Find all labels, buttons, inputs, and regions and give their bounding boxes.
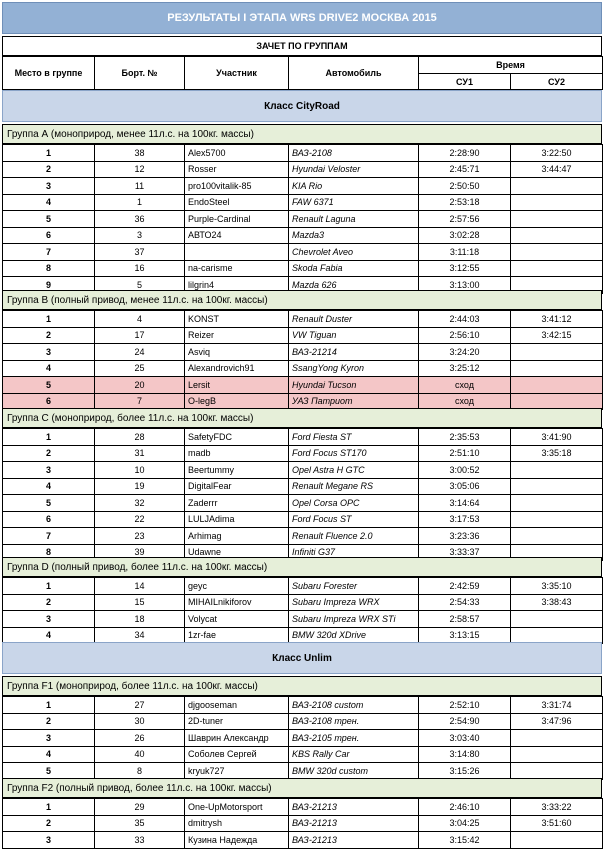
participant-cell: Соболев Сергей	[185, 746, 289, 763]
car-cell: Subaru Impreza WRX STi	[289, 611, 419, 628]
car-cell: BMW 320d custom	[289, 763, 419, 780]
car-cell: Infiniti G37	[289, 544, 419, 561]
car-cell: Hyundai Tucson	[289, 377, 419, 394]
car-cell: Renault Fluence 2.0	[289, 528, 419, 545]
number-cell: 33	[95, 832, 185, 849]
number-cell: 16	[95, 260, 185, 277]
car-cell: Ford Fiesta ST	[289, 429, 419, 446]
result-row	[3, 194, 603, 211]
car-cell: FAW 6371	[289, 194, 419, 211]
number-cell: 1	[95, 194, 185, 211]
car-cell: Skoda Fabia	[289, 260, 419, 277]
number-cell: 20	[95, 377, 185, 394]
group-a-title: Группа А (моноприрод, менее 11л.с. на 100кг. массы)	[2, 124, 602, 144]
su1-cell: 3:23:36	[419, 528, 511, 545]
participant-cell: geyc	[185, 578, 289, 595]
su1-cell: 2:56:10	[419, 327, 511, 344]
car-cell: Opel Astra H GTC	[289, 462, 419, 479]
group-b-title: Группа B (полный привод, менее 11л.с. на 100кг. массы)	[2, 290, 602, 310]
participant-cell: dmitrysh	[185, 815, 289, 832]
car-cell: Mazda 626	[289, 277, 419, 294]
su2-cell	[511, 178, 603, 195]
place-cell: 6	[3, 227, 95, 244]
page-title: РЕЗУЛЬТАТЫ I ЭТАПА WRS DRIVE2 МОСКВА 2015	[2, 2, 602, 34]
car-cell: УАЗ Патриот	[289, 393, 419, 410]
su1-cell: 3:14:64	[419, 495, 511, 512]
place-cell: 8	[3, 260, 95, 277]
su1-cell: 2:52:10	[419, 697, 511, 714]
su1-cell: 3:11:18	[419, 244, 511, 261]
number-cell: 14	[95, 578, 185, 595]
su2-cell	[511, 832, 603, 849]
result-row	[3, 713, 603, 730]
car-cell: ВАЗ-2108	[289, 145, 419, 162]
participant-cell: MIHAILnikiforov	[185, 594, 289, 611]
place-cell: 1	[3, 578, 95, 595]
result-row	[3, 763, 603, 780]
su1-cell: 3:15:26	[419, 763, 511, 780]
su2-cell	[511, 244, 603, 261]
car-cell: Mazda3	[289, 227, 419, 244]
result-row	[3, 445, 603, 462]
su2-cell: 3:35:18	[511, 445, 603, 462]
car-cell: BMW 320d XDrive	[289, 627, 419, 644]
su1-cell: 3:00:52	[419, 462, 511, 479]
number-cell: 35	[95, 815, 185, 832]
participant-cell: Beertummy	[185, 462, 289, 479]
su2-cell: 3:38:43	[511, 594, 603, 611]
place-cell: 3	[3, 178, 95, 195]
number-cell: 31	[95, 445, 185, 462]
column-header	[2, 56, 603, 90]
number-cell: 25	[95, 360, 185, 377]
number-cell: 36	[95, 211, 185, 228]
su1-cell: сход	[419, 393, 511, 410]
su2-cell: 3:42:15	[511, 327, 603, 344]
header-number: Борт. №	[95, 57, 185, 90]
participant-cell: Lersit	[185, 377, 289, 394]
car-cell: Subaru Impreza WRX	[289, 594, 419, 611]
participant-cell: Asviq	[185, 344, 289, 361]
su2-cell: 3:41:12	[511, 311, 603, 328]
place-cell: 4	[3, 746, 95, 763]
place-cell: 3	[3, 832, 95, 849]
su2-cell	[511, 377, 603, 394]
place-cell: 7	[3, 244, 95, 261]
su2-cell	[511, 360, 603, 377]
number-cell: 17	[95, 327, 185, 344]
number-cell: 10	[95, 462, 185, 479]
place-cell: 2	[3, 327, 95, 344]
su2-cell	[511, 746, 603, 763]
car-cell: Renault Laguna	[289, 211, 419, 228]
su1-cell: 3:14:80	[419, 746, 511, 763]
participant-cell: Purple-Cardinal	[185, 211, 289, 228]
participant-cell: Alexandrovich91	[185, 360, 289, 377]
su2-cell: 3:33:22	[511, 799, 603, 816]
su1-cell: 3:33:37	[419, 544, 511, 561]
result-row	[3, 478, 603, 495]
result-row	[3, 311, 603, 328]
su1-cell: 2:53:18	[419, 194, 511, 211]
car-cell: Ford Focus ST	[289, 511, 419, 528]
number-cell: 8	[95, 763, 185, 780]
su1-cell: 2:44:03	[419, 311, 511, 328]
place-cell: 4	[3, 360, 95, 377]
participant-cell: Rosser	[185, 161, 289, 178]
result-row	[3, 611, 603, 628]
car-cell: KBS Rally Car	[289, 746, 419, 763]
car-cell: Chevrolet Aveo	[289, 244, 419, 261]
car-cell: ВАЗ-21213	[289, 832, 419, 849]
su2-cell: 3:35:10	[511, 578, 603, 595]
su2-cell	[511, 194, 603, 211]
place-cell: 2	[3, 445, 95, 462]
result-row	[3, 244, 603, 261]
su1-cell: 2:35:53	[419, 429, 511, 446]
su2-cell: 3:31:74	[511, 697, 603, 714]
result-row	[3, 511, 603, 528]
number-cell: 39	[95, 544, 185, 561]
result-row	[3, 145, 603, 162]
place-cell: 4	[3, 194, 95, 211]
place-cell: 3	[3, 344, 95, 361]
su1-cell: 3:13:00	[419, 277, 511, 294]
group-f1-title: Группа F1 (моноприрод, более 11л.с. на 100кг. массы)	[2, 676, 602, 696]
car-cell: ВАЗ-2108 custom	[289, 697, 419, 714]
result-row	[3, 377, 603, 394]
place-cell: 6	[3, 393, 95, 410]
result-row	[3, 578, 603, 595]
place-cell: 2	[3, 815, 95, 832]
place-cell: 5	[3, 763, 95, 780]
su1-cell: 2:42:59	[419, 578, 511, 595]
result-row	[3, 746, 603, 763]
participant-cell: Шаврин Александр	[185, 730, 289, 747]
group-c-title: Группа C (моноприрод, более 11л.с. на 100кг. массы)	[2, 408, 602, 428]
result-row	[3, 344, 603, 361]
result-row	[3, 211, 603, 228]
place-cell: 1	[3, 799, 95, 816]
place-cell: 1	[3, 145, 95, 162]
group-f1-table	[2, 696, 603, 780]
su2-cell	[511, 211, 603, 228]
place-cell: 1	[3, 311, 95, 328]
place-cell: 1	[3, 429, 95, 446]
participant-cell: LULJAdima	[185, 511, 289, 528]
participant-cell: One-UpMotorsport	[185, 799, 289, 816]
place-cell: 9	[3, 277, 95, 294]
participant-cell: SafetyFDC	[185, 429, 289, 446]
number-cell: 4	[95, 311, 185, 328]
participant-cell	[185, 244, 289, 261]
participant-cell: Volycat	[185, 611, 289, 628]
car-cell: KIA Rio	[289, 178, 419, 195]
header-time: Время	[419, 57, 603, 74]
place-cell: 8	[3, 544, 95, 561]
participant-cell: kryuk727	[185, 763, 289, 780]
su1-cell: 3:05:06	[419, 478, 511, 495]
number-cell: 29	[95, 799, 185, 816]
number-cell: 18	[95, 611, 185, 628]
place-cell: 7	[3, 528, 95, 545]
header-participant: Участник	[185, 57, 289, 90]
su1-cell: 2:46:10	[419, 799, 511, 816]
group-d-title: Группа D (полный привод, более 11л.с. на 100кг. массы)	[2, 557, 602, 577]
car-cell: ВАЗ-2105 трен.	[289, 730, 419, 747]
place-cell: 5	[3, 211, 95, 228]
place-cell: 3	[3, 462, 95, 479]
place-cell: 2	[3, 594, 95, 611]
su1-cell: 2:58:57	[419, 611, 511, 628]
car-cell: Subaru Forester	[289, 578, 419, 595]
su1-cell: 3:25:12	[419, 360, 511, 377]
su1-cell: 3:13:15	[419, 627, 511, 644]
su2-cell	[511, 763, 603, 780]
car-cell: ВАЗ-21214	[289, 344, 419, 361]
car-cell: Renault Duster	[289, 311, 419, 328]
su2-cell: 3:22:50	[511, 145, 603, 162]
participant-cell: djgooseman	[185, 697, 289, 714]
car-cell: SsangYong Kyron	[289, 360, 419, 377]
su2-cell	[511, 462, 603, 479]
place-cell: 1	[3, 697, 95, 714]
participant-cell: 2D-tuner	[185, 713, 289, 730]
page-subtitle: ЗАЧЕТ ПО ГРУППАМ	[2, 36, 602, 56]
header-place: Место в группе	[3, 57, 95, 90]
place-cell: 2	[3, 161, 95, 178]
su1-cell: 2:50:50	[419, 178, 511, 195]
participant-cell: DigitalFear	[185, 478, 289, 495]
participant-cell: Arhimag	[185, 528, 289, 545]
su1-cell: 3:03:40	[419, 730, 511, 747]
number-cell: 40	[95, 746, 185, 763]
su1-cell: сход	[419, 377, 511, 394]
su2-cell	[511, 511, 603, 528]
su2-cell	[511, 495, 603, 512]
su2-cell	[511, 528, 603, 545]
place-cell: 6	[3, 511, 95, 528]
participant-cell: EndoSteel	[185, 194, 289, 211]
su2-cell	[511, 478, 603, 495]
su1-cell: 2:54:33	[419, 594, 511, 611]
number-cell: 23	[95, 528, 185, 545]
place-cell: 4	[3, 478, 95, 495]
participant-cell: madb	[185, 445, 289, 462]
group-d-table	[2, 577, 603, 644]
number-cell: 3	[95, 227, 185, 244]
car-cell: ВАЗ-2108 трен.	[289, 713, 419, 730]
participant-cell: 1zr-fae	[185, 627, 289, 644]
su2-cell: 3:51:60	[511, 815, 603, 832]
number-cell: 32	[95, 495, 185, 512]
su2-cell	[511, 260, 603, 277]
number-cell: 12	[95, 161, 185, 178]
su2-cell	[511, 611, 603, 628]
number-cell: 11	[95, 178, 185, 195]
result-row	[3, 327, 603, 344]
group-a-table	[2, 144, 603, 294]
group-f2-title: Группа F2 (полный привод, более 11л.с. на 100кг. массы)	[2, 778, 602, 798]
participant-cell: Udawne	[185, 544, 289, 561]
su2-cell	[511, 227, 603, 244]
su1-cell: 2:45:71	[419, 161, 511, 178]
place-cell: 2	[3, 713, 95, 730]
participant-cell: Alex5700	[185, 145, 289, 162]
place-cell: 3	[3, 730, 95, 747]
header-su2: СУ2	[511, 74, 603, 90]
number-cell: 22	[95, 511, 185, 528]
result-row	[3, 528, 603, 545]
result-row	[3, 260, 603, 277]
group-c-table	[2, 428, 603, 561]
place-cell: 5	[3, 495, 95, 512]
su1-cell: 3:24:20	[419, 344, 511, 361]
number-cell: 34	[95, 627, 185, 644]
number-cell: 38	[95, 145, 185, 162]
su2-cell: 3:41:90	[511, 429, 603, 446]
place-cell: 3	[3, 611, 95, 628]
su1-cell: 2:28:90	[419, 145, 511, 162]
participant-cell: lilgrin4	[185, 277, 289, 294]
result-row	[3, 697, 603, 714]
car-cell: ВАЗ-21213	[289, 799, 419, 816]
su1-cell: 3:04:25	[419, 815, 511, 832]
participant-cell: Zaderrr	[185, 495, 289, 512]
su1-cell: 2:51:10	[419, 445, 511, 462]
participant-cell: KONST	[185, 311, 289, 328]
participant-cell: pro100vitalik-85	[185, 178, 289, 195]
number-cell: 27	[95, 697, 185, 714]
result-row	[3, 178, 603, 195]
car-cell: Ford Focus ST170	[289, 445, 419, 462]
result-row	[3, 360, 603, 377]
su1-cell: 2:57:56	[419, 211, 511, 228]
result-row	[3, 227, 603, 244]
participant-cell: na-carisme	[185, 260, 289, 277]
group-b-table	[2, 310, 603, 410]
participant-cell: Кузина Надежда	[185, 832, 289, 849]
car-cell: Hyundai Veloster	[289, 161, 419, 178]
number-cell: 30	[95, 713, 185, 730]
result-row	[3, 462, 603, 479]
su2-cell	[511, 730, 603, 747]
car-cell: ВАЗ-21213	[289, 815, 419, 832]
car-cell: Opel Corsa OPC	[289, 495, 419, 512]
car-cell: Renault Megane RS	[289, 478, 419, 495]
su2-cell: 3:44:47	[511, 161, 603, 178]
number-cell: 26	[95, 730, 185, 747]
result-row	[3, 161, 603, 178]
class-unlim: Класс Unlim	[2, 642, 602, 674]
participant-cell: Reizer	[185, 327, 289, 344]
place-cell: 5	[3, 377, 95, 394]
number-cell: 24	[95, 344, 185, 361]
class-cityroad: Класс CityRoad	[2, 90, 602, 122]
result-row	[3, 832, 603, 849]
number-cell: 37	[95, 244, 185, 261]
number-cell: 5	[95, 277, 185, 294]
place-cell: 4	[3, 627, 95, 644]
number-cell: 15	[95, 594, 185, 611]
result-row	[3, 594, 603, 611]
su2-cell	[511, 344, 603, 361]
result-row	[3, 815, 603, 832]
su1-cell: 3:12:55	[419, 260, 511, 277]
participant-cell: АВТО24	[185, 227, 289, 244]
su2-cell: 3:47:96	[511, 713, 603, 730]
result-row	[3, 429, 603, 446]
number-cell: 28	[95, 429, 185, 446]
su1-cell: 3:17:53	[419, 511, 511, 528]
result-row	[3, 730, 603, 747]
car-cell: VW Tiguan	[289, 327, 419, 344]
header-car: Автомобиль	[289, 57, 419, 90]
header-su1: СУ1	[419, 74, 511, 90]
number-cell: 7	[95, 393, 185, 410]
result-row	[3, 799, 603, 816]
number-cell: 19	[95, 478, 185, 495]
participant-cell: O-legB	[185, 393, 289, 410]
su1-cell: 3:15:42	[419, 832, 511, 849]
su1-cell: 3:02:28	[419, 227, 511, 244]
group-f2-table	[2, 798, 603, 849]
su1-cell: 2:54:90	[419, 713, 511, 730]
result-row	[3, 495, 603, 512]
